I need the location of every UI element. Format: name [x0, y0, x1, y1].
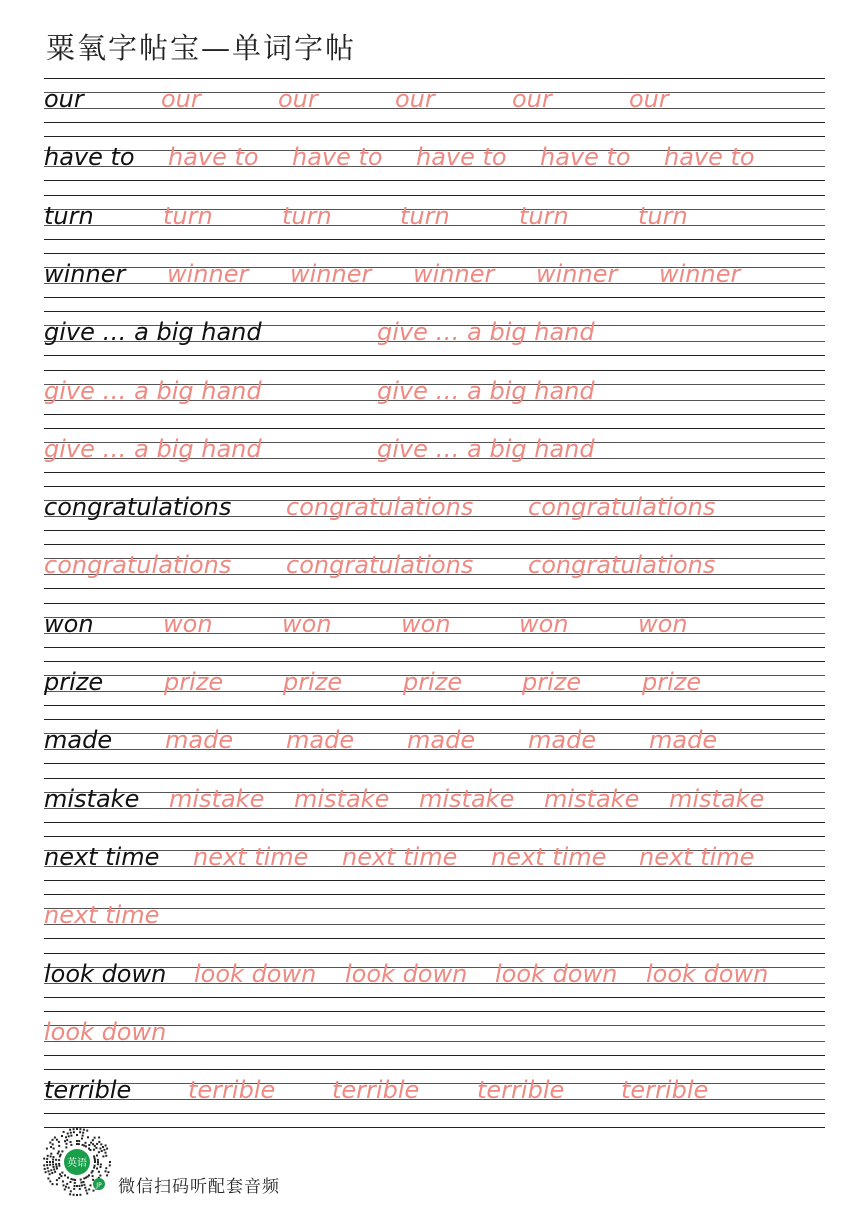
model-word: mistake — [44, 785, 140, 813]
guide-line — [44, 894, 825, 895]
guide-line — [44, 997, 825, 998]
trace-word: made — [649, 726, 718, 754]
trace-word: terrible — [621, 1076, 709, 1104]
trace-word: turn — [282, 202, 332, 230]
trace-word: mistake — [419, 785, 515, 813]
guide-line — [44, 588, 825, 589]
trace-word: mistake — [169, 785, 265, 813]
model-word: our — [44, 85, 84, 113]
model-word: won — [44, 610, 94, 638]
trace-word: give … a big hand — [44, 377, 262, 405]
guide-line — [44, 778, 825, 779]
trace-word: winner — [167, 260, 249, 288]
guide-line — [44, 180, 825, 181]
guide-line — [44, 486, 825, 487]
trace-word: congratulations — [44, 551, 232, 579]
guide-line — [44, 1127, 825, 1128]
guide-line — [44, 661, 825, 662]
guide-line — [44, 472, 825, 473]
guide-line — [44, 1011, 825, 1012]
guide-line — [44, 239, 825, 240]
model-word: turn — [44, 202, 94, 230]
trace-word: congratulations — [528, 551, 716, 579]
trace-word: won — [282, 610, 332, 638]
trace-word: made — [286, 726, 355, 754]
model-word: congratulations — [44, 493, 232, 521]
trace-word: give … a big hand — [377, 435, 595, 463]
trace-word: have to — [168, 143, 259, 171]
guide-line — [44, 705, 825, 706]
guide-line — [44, 355, 825, 356]
model-word: give … a big hand — [44, 318, 262, 346]
trace-word: prize — [522, 668, 582, 696]
model-word: have to — [44, 143, 135, 171]
model-word: prize — [44, 668, 104, 696]
guide-line — [44, 1113, 825, 1114]
trace-word: give … a big hand — [377, 377, 595, 405]
model-word: next time — [44, 843, 160, 871]
trace-word: our — [278, 85, 318, 113]
guide-line — [44, 297, 825, 298]
model-word: winner — [44, 260, 126, 288]
guide-line — [44, 822, 825, 823]
trace-word: look down — [194, 960, 317, 988]
trace-word: our — [512, 85, 552, 113]
guide-line — [44, 1055, 825, 1056]
trace-word: won — [638, 610, 688, 638]
trace-word: have to — [292, 143, 383, 171]
trace-word: congratulations — [286, 493, 474, 521]
trace-word: congratulations — [286, 551, 474, 579]
trace-word: terrible — [477, 1076, 565, 1104]
badge-text: 英语 — [67, 1158, 87, 1169]
guide-line — [44, 763, 825, 764]
trace-word: prize — [642, 668, 702, 696]
guide-line — [44, 880, 825, 881]
trace-word: turn — [638, 202, 688, 230]
trace-word: look down — [44, 1018, 167, 1046]
trace-word: congratulations — [528, 493, 716, 521]
guide-line — [44, 311, 825, 312]
guide-line — [44, 924, 825, 925]
badge-corner-text: JP — [96, 1182, 102, 1189]
guide-line — [44, 908, 825, 909]
guide-line — [44, 428, 825, 429]
trace-word: winner — [290, 260, 372, 288]
guide-line — [44, 122, 825, 123]
trace-word: next time — [342, 843, 458, 871]
qr-code-icon — [42, 1127, 112, 1197]
guide-line — [44, 370, 825, 371]
model-word: terrible — [44, 1076, 132, 1104]
guide-line — [44, 530, 825, 531]
guide-line — [44, 414, 825, 415]
guide-line — [44, 647, 825, 648]
trace-word: winner — [659, 260, 741, 288]
guide-line — [44, 78, 825, 79]
trace-word: have to — [416, 143, 507, 171]
trace-word: winner — [413, 260, 495, 288]
trace-word: prize — [283, 668, 343, 696]
model-word: look down — [44, 960, 167, 988]
trace-word: won — [163, 610, 213, 638]
trace-word: next time — [44, 901, 160, 929]
guide-line — [44, 836, 825, 837]
trace-word: winner — [536, 260, 618, 288]
guide-line — [44, 1069, 825, 1070]
guide-line — [44, 195, 825, 196]
trace-word: our — [395, 85, 435, 113]
trace-word: turn — [163, 202, 213, 230]
footer-caption: 微信扫码听配套音频 — [118, 1177, 280, 1197]
trace-word: terrible — [332, 1076, 420, 1104]
trace-word: look down — [495, 960, 618, 988]
trace-word: mistake — [294, 785, 390, 813]
trace-word: made — [407, 726, 476, 754]
trace-word: won — [519, 610, 569, 638]
trace-word: next time — [639, 843, 755, 871]
model-word: made — [44, 726, 113, 754]
trace-word: next time — [193, 843, 309, 871]
trace-word: made — [528, 726, 597, 754]
guide-line — [44, 603, 825, 604]
trace-word: have to — [540, 143, 631, 171]
guide-line — [44, 253, 825, 254]
trace-word: won — [401, 610, 451, 638]
trace-word: turn — [400, 202, 450, 230]
guide-line — [44, 938, 825, 939]
guide-line — [44, 953, 825, 954]
trace-word: look down — [646, 960, 769, 988]
trace-word: our — [629, 85, 669, 113]
trace-word: our — [161, 85, 201, 113]
trace-word: prize — [403, 668, 463, 696]
page-title: 粟氧字帖宝—单词字帖 — [46, 31, 357, 65]
trace-word: made — [165, 726, 234, 754]
trace-word: mistake — [669, 785, 765, 813]
trace-word: next time — [491, 843, 607, 871]
trace-word: look down — [345, 960, 468, 988]
guide-line — [44, 719, 825, 720]
trace-word: terrible — [188, 1076, 276, 1104]
trace-word: have to — [664, 143, 755, 171]
trace-word: give … a big hand — [44, 435, 262, 463]
trace-word: turn — [519, 202, 569, 230]
trace-word: give … a big hand — [377, 318, 595, 346]
trace-word: mistake — [544, 785, 640, 813]
guide-line — [44, 544, 825, 545]
trace-word: prize — [164, 668, 224, 696]
guide-line — [44, 136, 825, 137]
